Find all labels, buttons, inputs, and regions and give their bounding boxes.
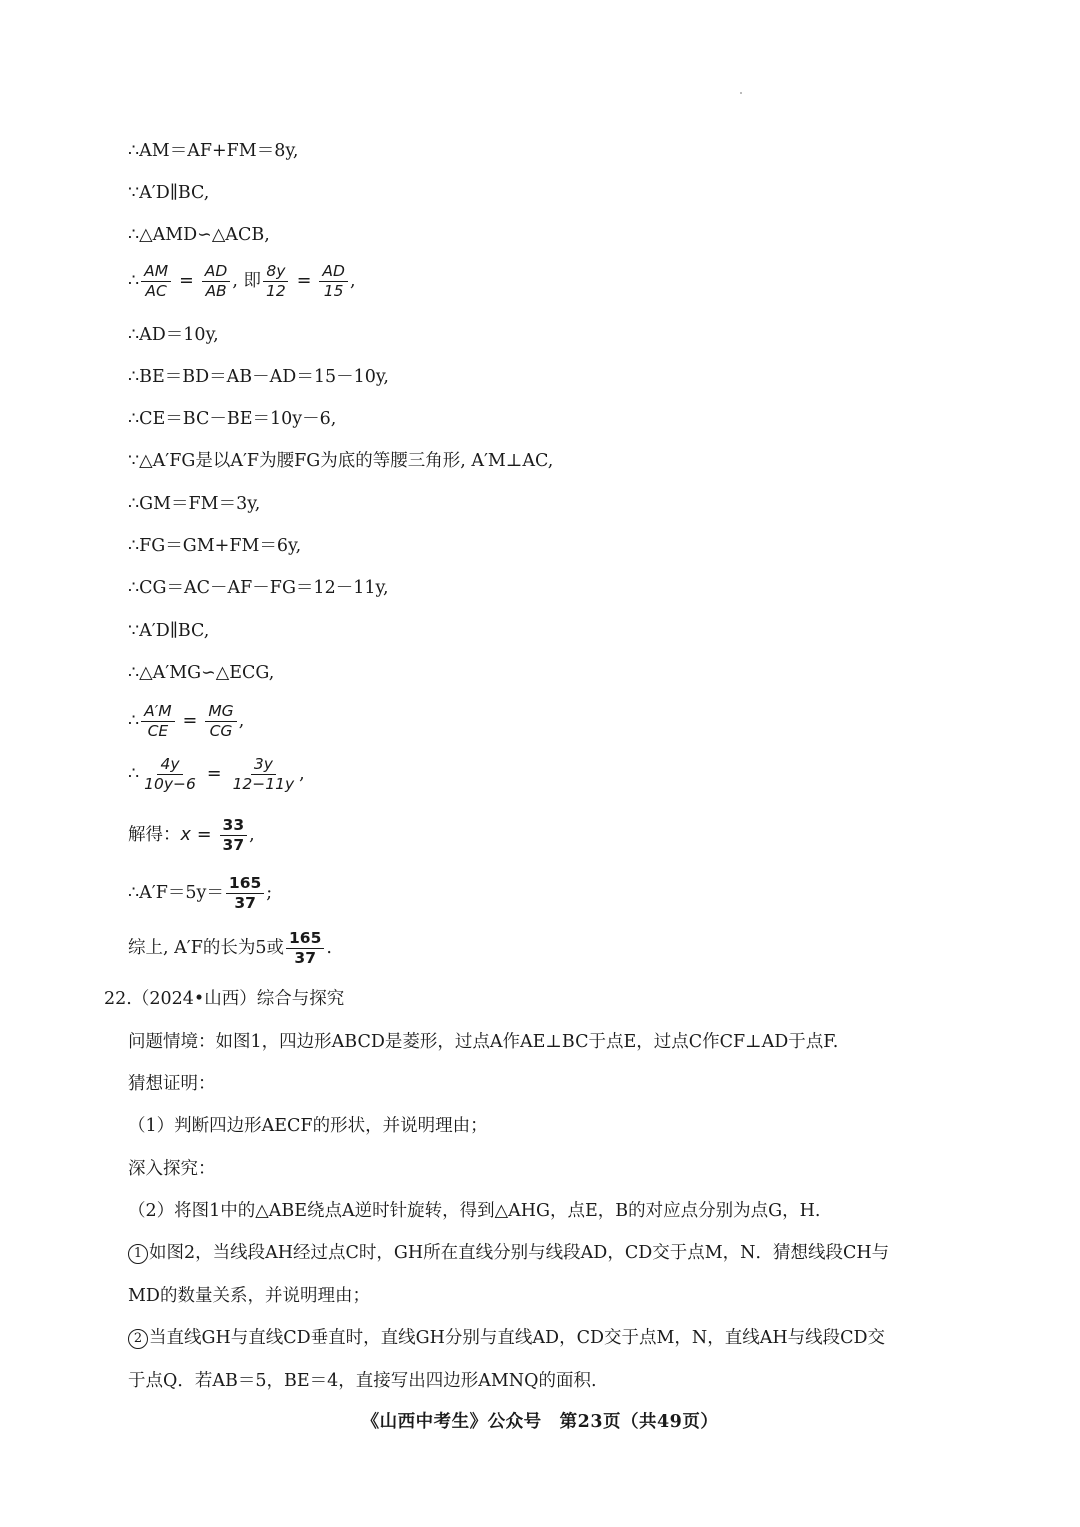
subpart-1: 1 如图2，当线段AH经过点C时，GH所在直线分别与线段AD，CD交于点M，N．猜想线段CH与: [128, 1240, 889, 1266]
sol-line-16: 解得：x = $\frac{33}{37}$ ,: [128, 816, 255, 854]
scan-speck: [740, 92, 742, 94]
sol-line-13: ∴△A′MG∽△ECG,: [128, 663, 275, 683]
sol-line-9: ∴GM＝FM＝3y,: [128, 494, 261, 514]
page-footer: 《山西中考生》公众号 第23页（共49页）: [361, 1412, 719, 1432]
sol-line-12: ∵A′D∥BC,: [128, 621, 210, 641]
sol-line-7: ∴CE＝BC－BE＝10y－6,: [128, 409, 337, 429]
fraction-3y: $\frac{3y}{12-11y}$: [232, 755, 295, 793]
subpart-2: 2 当直线GH与直线CD垂直时，直线GH分别与直线AD，CD交于点M，N，直线AH与线段CD交: [128, 1325, 885, 1351]
fraction-4y: $\frac{4y}{10y-6}$: [144, 755, 196, 793]
fraction-33-37: $\frac{33}{37}$: [220, 816, 248, 855]
fraction-165-37: $\frac{165}{37}$: [226, 874, 264, 913]
fraction-am-ce: $\frac{A'M}{CE}$: [141, 702, 175, 741]
conjecture-heading: 猜想证明：: [128, 1074, 216, 1094]
problem-situation: 问题情境：如图1，四边形ABCD是菱形，过点A作AE⊥BC于点E，过点C作CF⊥AD于点F.: [128, 1032, 839, 1052]
sol-line-6: ∴BE＝BD＝AB－AD＝15－10y,: [128, 367, 389, 387]
sol-conclusion: 综上, A′F的长为5或 $\frac{165}{37}$ .: [128, 929, 332, 967]
fraction-am-ac: $\frac{AM}{AC}$: [141, 262, 171, 301]
part-2: （2）将图1中的△ABE绕点A逆时针旋转，得到△AHG，点E，B的对应点分别为点G，H.: [128, 1201, 821, 1221]
fraction-mg-cg: $\frac{MG}{CG}$: [205, 702, 236, 741]
question-22-heading: 22.（2024•山西）综合与探究: [104, 989, 345, 1009]
therefore-sign: ∴: [128, 271, 140, 291]
sol-line-15: ∴ $\frac{4y}{10y-6}$ = $\frac{3y}{12-11y}$ ,: [128, 755, 305, 793]
sol-line-4: ∴ $\frac{AM}{AC}$ = $\frac{AD}{AB}$ , 即 $\frac{8y}{12}$ = $\frac{AD}{15}$ ,: [128, 262, 356, 300]
sol-line-2: ∵A′D∥BC,: [128, 183, 210, 203]
sol-line-17: ∴A′F＝5y＝ $\frac{165}{37}$ ;: [128, 874, 273, 912]
sol-line-3: ∴△AMD∽△ACB,: [128, 225, 270, 245]
sol-line-11: ∴CG＝AC－AF－FG＝12－11y,: [128, 578, 389, 598]
circled-number-2: 2: [128, 1329, 148, 1349]
sol-line-10: ∴FG＝GM+FM＝6y,: [128, 536, 302, 556]
circled-number-1: 1: [128, 1244, 148, 1264]
fraction-165-37-final: $\frac{165}{37}$: [286, 929, 324, 968]
sol-line-5: ∴AD＝10y,: [128, 325, 219, 345]
subpart-1-cont: MD的数量关系，并说明理由；: [128, 1286, 370, 1306]
part-1: （1）判断四边形AECF的形状，并说明理由；: [128, 1116, 488, 1136]
sol-line-1: ∴AM＝AF+FM＝8y,: [128, 141, 299, 161]
fraction-ad-15: $\frac{AD}{15}$: [319, 262, 348, 301]
fraction-ad-ab: $\frac{AD}{AB}$: [202, 262, 231, 301]
sol-line-8: ∵△A′FG是以A′F为腰FG为底的等腰三角形, A′M⊥AC,: [128, 451, 554, 471]
fraction-8y-12: $\frac{8y}{12}$: [263, 262, 289, 301]
deep-exploration-heading: 深入探究：: [128, 1159, 216, 1179]
subpart-2-cont: 于点Q．若AB＝5，BE＝4，直接写出四边形AMNQ的面积.: [128, 1371, 597, 1391]
sol-line-14: ∴ $\frac{A'M}{CE}$ = $\frac{MG}{CG}$ ,: [128, 702, 245, 740]
